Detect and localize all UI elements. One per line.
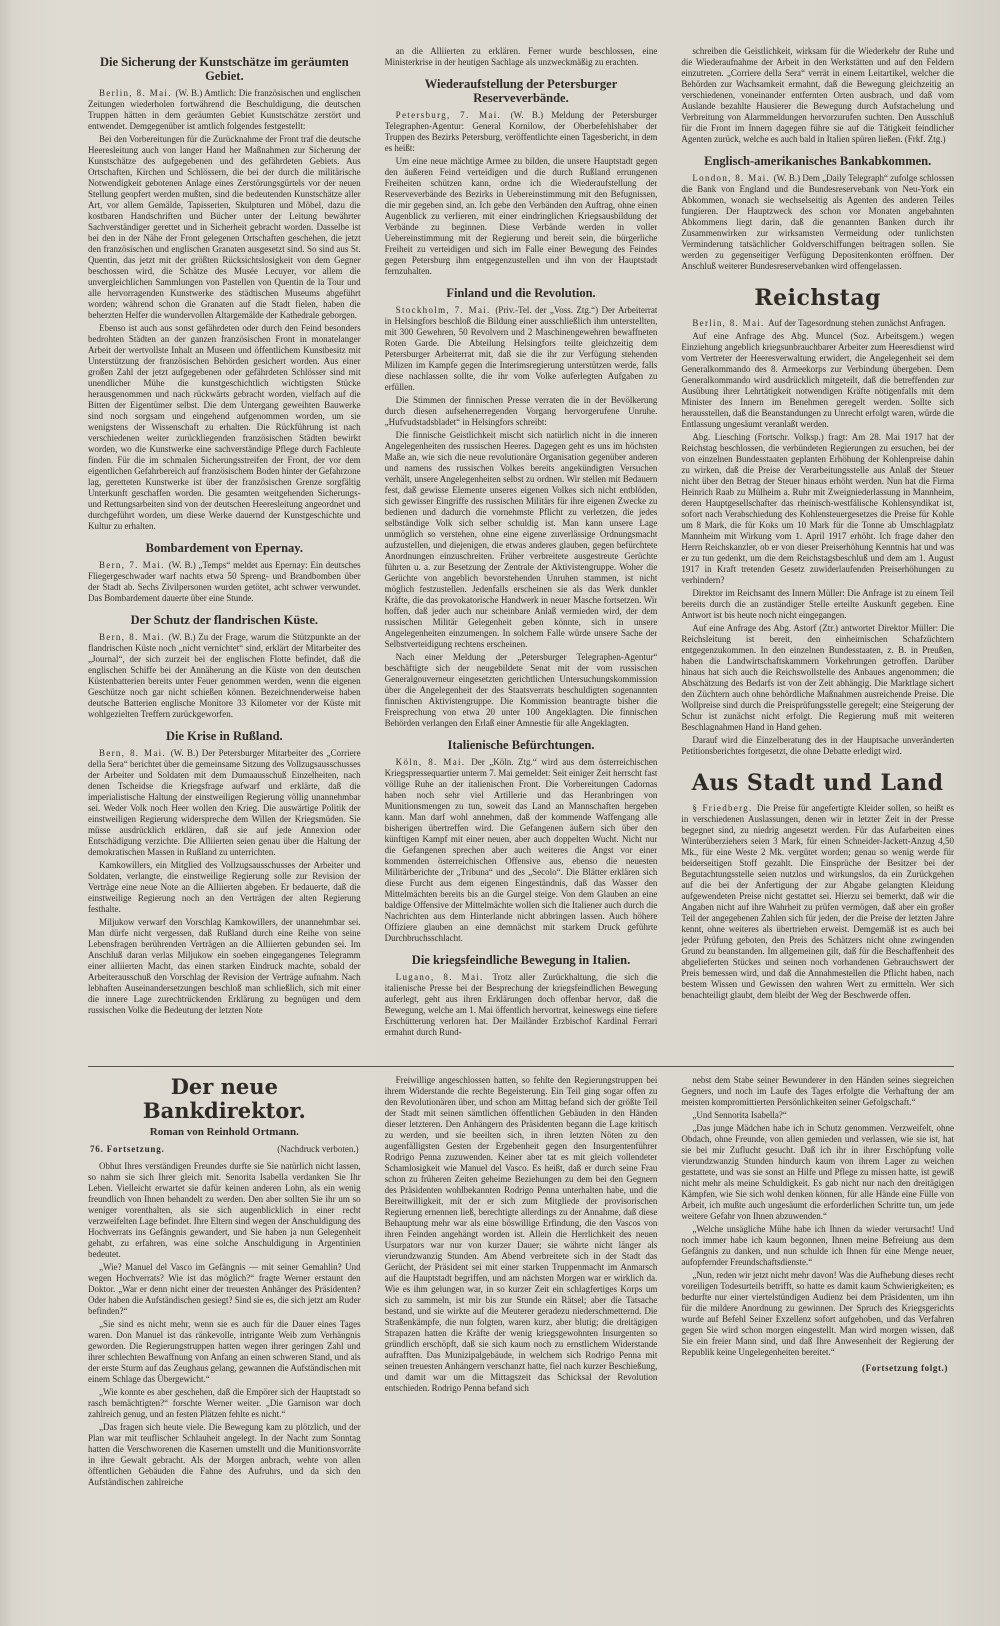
article-paragraph: § Friedberg. Die Preise für angefertigte Kleider sollen, so heißt es in verschiedenen Auslassungen, denen wir in letzter Zeit in der Presse begegnet sind, zu niedrig angesetzt werden. Für das Aufarbeiten eines Winterüberziehers seien 3 Mark, für einen Schneider-Jackett-Anzug 4,50 Mk., für eine Weste 2 Mk. vergütet worden; genau so wenig werde für beiderseitigen Stoff gezahlt. Die Einsprüche der Besitzer bei der Begutachtungsstelle seien nutzlos und wirkungslos, da ein Zurückgehen auf die bei der Anfertigung der zur Abgabe gelangten Kleidung aufgewendeten Preise nicht gestattet sei. Hierzu sei bemerkt, daß wir die Angaben nicht auf ihre Wahrheit zu prüfen vermögen, daß aber ein großer Teil der angegebenen Zahlen sich für jeden, der die Preise der letzten Jahre kennt, ohne weiteres als übertrieben erweist. Demgemäß ist es auch bei jeder Prüfung geboten, den Preis des Schätzers nicht ohne zwingenden Grund zu beanstanden. Im allgemeinen gilt, daß für die Beschaffenheit des abgelieferten Stückes und seinen noch vorhandenen Gebrauchswert der Preis bemessen wird, und daß die Annahmestellen die Pflicht haben, nach bestem Wissen und Gewissen den wahren Wert zu ermitteln. Wer sich benachteiligt glaubt, dem bleibt der Weg der Beschwerde offen. <box>681 803 954 1000</box>
novel-paragraph: „Und Sennorita Isabella?“ <box>692 1110 787 1120</box>
article-paragraph: London, 8. Mai. (W. B.) Dem „Daily Telegraph“ zufolge schlossen die Bank von England und die Bundesreservebank von Neu-York ein Abkommen, wonach sie wechselseitig als Agenten des anderen Teiles fungieren. Der Hauptzweck des schon vor Monaten angebahnten Abkommens liegt darin, daß die genannten Banken durch ihr Zusammenwirken zur wirksamsten Vermeidung oder tunlichsten Verminderung tatsächlicher Goldverschiffungen beitragen sollen. Sie werden zu gegenseitiger Verfügung Depositenkonten eröffnen. Der Anschluß weiterer Bundesreservebanken wird offengelassen. <box>681 173 954 271</box>
article-headline: Die Krise in Rußland. <box>165 729 283 743</box>
article-paragraph: Bern, 8. Mai. (W. B.) Der Petersburger Mitarbeiter des „Corriere della Sera“ berichtet über die gemeinsame Sitzung des Vollzugsausschusses der Arbeiter und Soldaten mit dem Dumaausschuß Einzelheiten, nach denen Tscheidse die Kriegsfrage aufwarf und erklärte, daß die imperialistische Haltung der einstweiligen Regierung völlig unannehmbar sei. Weder Volk noch Heer wollen den Krieg. Die auswärtige Politik der einstweiligen Regierung widerspreche dem Willen der Kriegsmüden. Sie müsse ausdrücklich erklären, daß sie auf jede Annexion oder Entschädigung verzichte. Die Alliierten seien genau über die Haltung der demokratischen Massen in Rußland zu unterrichten. <box>88 748 361 857</box>
article-paragraph: Nach einer Meldung der „Petersburger Telegraphen-Agentur“ beschäftigte sich der neugebildete Senat mit der vom russischen Generalgouverneur eingesetzten gerichtlichen Untersuchungskommission über die Angelegenheit der des Staatsverrats beschuldigten sogenannten finnischen Aktivistengruppe. Die Kommission beantragte bisher die Freisprechung von etwa 20 unter 100 Angeklagten. Die finnischen Behörden verlangen den Erlaß einer Amnestie für alle Angeklagten. <box>384 652 658 728</box>
article-paragraph: Berlin, 8. Mai. Auf der Tagesordnung stehen zunächst Anfragen. <box>692 318 946 328</box>
news-column-1 <box>88 46 361 1056</box>
novel-paragraph: „Nun, reden wir jetzt nicht mehr davon! Was die Aufhebung dieses recht voreiligen Todesurteils betrifft, so hatte es damit kaum Schwierigkeiten; es bedurfte nur einer viertelstündigen Audienz bei dem Präsidenten, um ihn für die mildere Anordnung zu gewinnen. Der Spruch des Kriegsgerichts wurde auf Befehl Seiner Exzellenz sofort aufgehoben, und das Verfahren gegen Sie wird schon morgen eingestellt. Man wird morgen wissen, daß Sie ein freier Mann sind, und daß Ihre Anwesenheit der Regierung der Republik keine Ungelegenheiten bereitet.“ <box>681 1270 954 1357</box>
article-paragraph: an die Alliierten zu erklären. Ferner wurde beschlossen, eine Ministerkrise in der heutigen Sachlage als unzweckmäßig zu erachten. <box>384 46 658 67</box>
novel-copyright-notice: (Nachdruck verboten.) <box>277 1144 359 1154</box>
novel-paragraph: „Das fragen sich heute viele. Die Bewegung kam zu plötzlich, und der Plan war mit teuflischer Schlauheit angelegt. In der Nacht zum Sonntag hatten die Verschworenen die Kasernen umstellt und die Munitionsvorräte in ihre Gewalt gebracht. Als der Morgen anbrach, wehte von allen öffentlichen Gebäuden die Fahne des Aufruhrs, und da sich den Aufständischen zahlreiche <box>88 1422 361 1487</box>
novel-installment: 76. Fortsetzung. <box>90 1144 165 1154</box>
novel-title: Der neue Bankdirektor. <box>142 1075 306 1123</box>
article-paragraph: Stockholm, 7. Mai. (Priv.-Tel. der „Voss. Ztg.“) Der Arbeiterrat in Helsingfors beschloß die Bildung einer ausschließlich ihm unterstellten, mit 300 Gewehren, 50 Revolvern und 2 Maschinengewehren bewaffneten Roten Garde. Die Abteilung Helsingfors teilte gleichzeitig dem Petersburger Arbeiterrat mit, daß sie die ihr zur Verfügung stehenden Milizen im Kampfe gegen die Interimsregierung unterstützen werde, falls diese nachlassen sollte, die ihr vom Volke auferlegten Aufgaben zu erfüllen. <box>384 305 658 392</box>
dateline: Bern, 8. Mai. <box>99 748 171 758</box>
article-paragraph: Die finnische Geistlichkeit mischt sich natürlich nicht in die inneren Angelegenheiten des russischen Heeres. Dagegen geht es uns im höchsten Maße an, wie sich die neue revolutionäre Organisation gegenüber anderen und namens des russischen Volkes bereits angekündigten Versuchen verhält, unsere Angelegenheiten selbst zu ordnen. Wir stellen mit Bedauern fest, daß gewisse Elemente unseres eigenen Volkes sich nicht entblöden, sich gewisser Eingriffe des russischen Militärs für ihre eigenen Zwecke zu bedienen und dadurch die vornehmste Pflicht zu verletzen, die jedes selbständige Volk sich selber schuldig ist. Man kann unsere Lage unmöglich so verstehen, ohne eine eigene zuverlässige Ordnungsmacht aufzustellen, und diejenigen, die etwas anderes glauben, gegen befürchtete Anordnungen einzuschreiten. Früher verbreitete ausgestreute Gerüchte führten u. a. zur Besetzung der Zentrale der Aktivistengruppe. Woher die Gerüchte von angeblich bevorstehenden Unruhen stammen, ist nicht möglich festzustellen. Jedenfalls erscheinen sie als das Werk dunkler Kräfte, die das provokatorische Handwerk in neuer Masche fortsetzen. Wir hoffen, daß jeder auch nur scheinbare Anlaß vermieden wird, der dem russischen Militär Gelegenheit geben könnte, sich in unsere Angelegenheiten einzumengen. In solchem Falle würde unsere Sache der Selbstverteidigung rechtens erscheinen. <box>384 430 658 649</box>
article-headline: Finland und die Revolution. <box>446 286 596 300</box>
novel-paragraph: „Wie konnte es aber geschehen, daß die Empörer sich der Hauptstadt so rasch bemächtigten?“ forschte Werner weiter. „Die Garnison war doch zahlreich genug, und an festen Plätzen fehlte es nicht.“ <box>88 1387 361 1419</box>
article-paragraph: Bern, 7. Mai. (W. B.) „Temps“ meldet aus Epernay: Ein deutsches Fliegergeschwader warf nachts etwa 50 Spreng- und Brandbomben über der Stadt ab. Sechs Zivilpersonen wurden getötet, acht schwer verwundet. Das Bombardement dauerte über eine Stunde. <box>88 560 361 603</box>
article-paragraph: Direktor im Reichsamt des Innern Müller: Die Anfrage ist zu einem Teil bereits durch die an zuständiger Stelle erteilte Auskunft gegeben. Eine Antwort ist bis heute noch nicht eingegangen. <box>681 588 954 620</box>
news-column-3 <box>681 46 954 1056</box>
article-headline: Die kriegsfeindliche Bewegung in Italien. <box>411 953 631 967</box>
dateline: Lugano, 8. Mai. <box>395 972 493 982</box>
article-paragraph: Ebenso ist auch aus sonst gefährdeten oder durch den Feind besonders bedrohten Städten an der ganzen französischen Front in monatelanger Arbeit der wertvollste Inhalt an Museen und öffentlichem Kunstbesitz mit Unterstützung der französischen Behörden gesichert worden. Aus einer großen Zahl der jetzt aufgegebenen oder gefährdeten Schlösser sind mit unendlicher Mühe die kunstgeschichtlich wichtigsten Stücke herausgenommen und nach rückwärts gebracht worden, vielfach auf die Bitten der Eigentümer selbst. Die dem Untergang geweihten Bauwerke sind noch sorgsam und eingehend aufgenommen worden, um sie wenigstens der Wissenschaft zu erhalten. Die Rückführung ist nach verschiedenen weiter zurückliegenden französischen Städten bewirkt worden, wo die Kunstwerke eine sachverständige Pflege durch Fachleute finden. Für die im schmalen Sicherungsstreifen der Front, der vor dem eigentlichen Gefahrbereich auf französischem Boden hinter der Gefahrzone lag, geretteten Kunstwerke ist über der französischen Grenze sorgfältig Unterkunft geschaffen worden. Die gesamten weitgehenden Sicherungs- und Rettungsarbeiten sind von der deutschen Heeresleitung angeordnet und durchgeführt worden, um diese Werke dauernd der Kunstgeschichte und Kultur zu erhalten. <box>88 323 361 531</box>
article-headline: Bombardement von Epernay. <box>145 541 303 555</box>
dateline: London, 8. Mai. <box>692 173 774 183</box>
novel-paragraph: „Welche unsägliche Mühe habe ich Ihnen da wieder verursacht! Und noch immer habe ich kaum begonnen, Ihnen meine Befreiung aus dem Gefängnis zu danken, und nun schulde ich Ihnen für eine Menge neuer, aufopfernder Freundschaftsdienste.“ <box>681 1224 954 1267</box>
article-paragraph: Abg. Liesching (Fortschr. Volksp.) fragt: Am 28. Mai 1917 hat der Reichstag beschlossen, die verbündeten Regierungen zu ersuchen, bei der von einzelnen Bundesstaaten geplanten Erhöhung der Kohlenpreise dahin zu wirken, daß die Preise der Verarbeitungsstelle aus Anlaß der Steuer nicht über den Betrag der Steuer hinaus erhöht werden. Nun hat die Firma Heinrich Raab zu Mülheim a. Ruhr mit Zweigniederlassung in Mannheim, deren Hauptgesellschafter das rheinisch-westfälische Kohlensyndikat ist, sofort nach Verabschiedung des Kohlensteuergesetzes die Preise für Kohle um 8 Mark, die für Koks um 10 Mark für die Tonne ab Umschlagplatz Mannheim mit Wirkung vom 1. April 1917 erhöht. Ich frage daher den Herrn Reichskanzler, ob er von dieser Preiserhöhung Kenntnis hat und was er zu tun gedenkt, um die dem Reichstagsbeschluß und dem am 1. August 1917 in Kraft tretenden Gesetz zuwiderlaufenden Preiserhöhungen zu verhindern? <box>681 432 954 585</box>
article-paragraph: Köln, 8. Mai. Der „Köln. Ztg.“ wird aus dem österreichischen Kriegspressequartier unterm 7. Mai gemeldet: Seit einiger Zeit herrscht fast völlige Ruhe an der italienischen Front. Die Vorbereitungen Cadornas haben noch sehr viel Artillerie und das Heranbringen von Munitionsmengen zu tun, soweit das Land an Mannschaften hergeben kann. Man darf wohl annehmen, daß der kommende Waffengang alle bisherigen übertreffen wird. Die Gefangenen äußern sich über den künftigen Kampf mit einer neuen, aber auch doppelten Wucht. Nicht nur die Gefangenen sprechen aber auch weiteres die Angst vor einer kommenden österreichischen Offensive aus, ebenso die neuesten Militärberichte der „Tribuna“ und des „Secolo“. Die Blätter erklären sich diese Furcht aus dem eigenen Eingeständnis, daß das Wasser den Mittelmächten bereits bis an die Gurgel steige. Von dem Glauben an eine baldige Offensive der Mittelmächte wollen sich die Italiener auch durch die Nachrichten aus dem Hinterlande nicht abbringen lassen. Auch höhere Offiziere glauben an eine demnächst mit starkem Druck geführte Durchbruchsschlacht. <box>384 757 658 943</box>
novel-paragraph: Freiwillige angeschlossen hatten, so fehlte den Regierungstruppen bei ihrem Widerstande die rechte Begeisterung. Ein Teil ging sogar offen zu den Revolutionären über, und schon am Mittag befand sich der größte Teil der Stadt mit seinen sämtlichen öffentlichen Gebäuden in den Händen dieser letzteren. Den Anhängern des Präsidenten begann die Lage kritisch zu werden, und sie beeilten sich, in ihren letzten Nöten zu den augenfälligsten Gesten der Ergebenheit gegen den Insurgentenführer Rodrigo Penna zuzuwenden. Keiner aber tat es mit gleich vollendeter Schamlosigkeit wie Manuel del Vasco. Es heißt, daß er durch seine Frau schon zu früheren Zeiten geheime Beziehungen zu dem bei den Gegnern des Präsidenten wohlbekannten Rodrigo Penna unterhalten habe, und die Bereitwilligkeit, mit der er sich zum Mitgliede der provisorischen Regierung ernennen ließ, berechtigte allerdings zu der Annahme, daß diese Behauptung mehr war als eine böswillige Erfindung, die den Vascos von ihren Feinden angehängt worden ist. Allein die Herrlichkeit des neuen Usurpators war nur von kurzer Dauer; sie währte nicht länger als vierundzwanzig Stunden. Am Abend verbreitete sich in der Stadt das Gerücht, der Präsident sei mit einer starken Truppenmacht im Anmarsch auf die Hauptstadt begriffen, und am nächsten Morgen war er wirklich da. Wie es ihm gelungen war, in so kurzer Zeit ein schlagfertiges Korps um sich zu sammeln, ist mir bis zur Stunde ein Rätsel; aber die Tatsache bestand, und sie wirkte auf die Meuterer geradezu niederschmetternd. Die Straßenkämpfe, die nun folgten, waren kurz, aber blutig; die dreitägigen Strapazen hatten die Kräfte der wenig kriegsgewohnten Insurgenten so gründlich erschöpft, daß sie sich kaum noch zu ernstlichem Widerstande aufrafften. Das Munizipalgebäude, in welchem sich Rodrigo Penna mit seinen treuesten Anhängern verschanzt hatte, fiel nach kurzer Beschießung, und damit war um die Mittagszeit das Schicksal der Revolution entschieden. Rodrigo Penna befand sich <box>384 1075 658 1393</box>
article-paragraph: Bei den Vorbereitungen für die Zurücknahme der Front traf die deutsche Heeresleitung auch von langer Hand her Maßnahmen zur Sicherung der Kunstschätze des aufgegebenen und des gefährdeten Gebiets. Aus Ortschaften, Kirchen und Schlössern, die bei der durch die militärische Notwendigkeit gebotenen Anlage eines Zerstörungsgürtels vor der neuen Stellung geopfert werden mußten, sind die bedeutenden Kunstschätze aller Art, vor allem Gemälde, Tapisserien, Skulpturen und Möbel, dazu die kostbaren Handschriften und Bücher unter der Leitung bewährter Sachverständiger gerettet und in Sicherheit gebracht worden. Dasselbe ist bei den in der Nähe der Front gelegenen Ortschaften geschehen, die jetzt den französischen und englischen Granaten ausgesetzt sind. So sind aus St. Quentin, das jetzt mit der größten Rücksichtslosigkeit von dem Gegner beschossen wird, die Schätze des Musée Lecuyer, vor allem die unvergleichlichen Sammlungen von Pastellen von Quentin de la Tour und alle hervorragenden Kunstwerke des städtischen Museums abgeführt worden; während schon die Granaten auf die Stadt fielen, haben die beherzten Helfer die wundervollen Altargemälde der Kathedrale geborgen. <box>88 134 361 320</box>
article-headline: Italienische Befürchtungen. <box>447 738 595 752</box>
dateline: Berlin, 8. Mai. <box>692 318 769 328</box>
article-paragraph: Die Stimmen der finnischen Presse verraten die in der Bevölkerung durch diesen aufsehenerregenden Vorgang hervorgerufene Unruhe. „Hufvudstadsbladet“ in Helsingfors schreibt: <box>384 395 658 427</box>
feuilleton-divider <box>88 1066 954 1067</box>
article-paragraph: Auf eine Anfrage des Abg. Muncel (Soz. Arbeitsgem.) wegen Einziehung angeblich kriegsunbrauchbarer Arbeiter zum Heeresdienst wird vom Vertreter der Heeresverwaltung erwidert, die Angelegenheit sei dem Generalkommando des 8. Armeekorps zur Verbindung übergeben. Dem Generalkommando wird ausdrücklich mitgeteilt, daß die betreffenden zur Ausübung ihrer Lehrtätigkeit notwendigen Kräfte nötigenfalls mit dem Minister des Innern im Benehmen geregelt werden. Sollte sich herausstellen, daß die Beanstandungen zu Unrecht erfolgt waren, würde die Entlassung ungesäumt veranlaßt werden. <box>681 331 954 429</box>
feuilleton-column-3 <box>681 1075 954 1580</box>
article-paragraph: Darauf wird die Einzelberatung des in der Hauptsache unveränderten Petitionsberichtes fortgesetzt, die ohne Debatte erledigt wird. <box>681 735 954 756</box>
dateline: Köln, 8. Mai. <box>395 757 472 767</box>
feuilleton-section <box>88 1075 954 1580</box>
novel-paragraph: Obhut Ihres verständigen Freundes durfte sie Sie natürlich nicht lassen, so nahm sie sich Ihrer gleich mit. Senorita Isabella verdanken Sie Ihr Leben. Vielleicht erwartet sie dafür keinen anderen Lohn, als ein wenig freundlich von Ihnen behandelt zu werden. Den aber sollten Sie ihr um so weniger vorenthalten, als sie sich augenblicklich in einer recht verzweifelten Lage befindet. Ihre Eltern sind wegen der Anschuldigung des Hochverrats ins Gefängnis gewandert, und Sie haben ja nun Gelegenheit gehabt, zu erfahren, was eine solche Anschuldigung in Argentinien bedeutet. <box>88 1161 361 1259</box>
dateline: Bern, 8. Mai. <box>99 632 169 642</box>
continuation-notice: (Fortsetzung folgt.) <box>862 1363 949 1373</box>
article-paragraph: Miljukow verwarf den Vorschlag Kamkowillers, der unannehmbar sei. Man dürfe nicht vergessen, daß Rußland durch eine Reihe von seine Lebensfragen berührenden Verträgen an die Alliierten gebunden sei. Im Anschluß daran verlas Miljukow ein soeben eingegangenes Telegramm einer alliierten Macht, das einen starken Eindruck machte, sobald der Arbeiterausschuß den Vorschlag der Revision der Verträge aufnahm. Nach lebhaften Auseinandersetzungen beschloß man schließlich, sich mit einer die innere Lage zurechtrückenden Erklärung zu begnügen und dem russischen Volke die Bedeutung der letzten Note <box>88 917 361 1015</box>
article-headline: Der Schutz der flandrischen Küste. <box>130 613 319 627</box>
news-section <box>88 46 954 1056</box>
dateline: Stockholm, 7. Mai. <box>395 305 496 315</box>
article-paragraph: Um eine neue mächtige Armee zu bilden, die unsere Hauptstadt gegen den äußeren Feind verteidigen und die durch Rußland errungenen Freiheiten schützen kann, ordne ich die Wiederaufstellung der Reserveverbände des Bezirks in Uebereinstimmung mit den Befugnissen, die mir gegeben sind, an. Ich gebe den Verbänden den Auftrag, ohne einen Augenblick zu verlieren, mit einer eindringlichen Kriegsausbildung der Verbände zu beginnen. Diese Verbände werden in voller Uebereinstimmung mit der Regierung und bereit sein, die bürgerliche Freiheit zu verteidigen und sich im Falle einer Bewegung des Feindes gegen Petersburg ihm entgegenzustellen und ihn von der Hauptstadt fernzuhalten. <box>384 156 658 276</box>
article-headline: Reichstag <box>754 285 882 311</box>
article-paragraph: Kamkowillers, ein Mitglied des Vollzugsausschusses der Arbeiter und Soldaten, verlangte, die einstweilige Regierung solle zur Revision der Verträge eine neue Note an die Alliierten abgeben. Er bedauerte, daß die einstweilige Regierung noch an den Verträgen der alten Regierung festhalte. <box>88 860 361 914</box>
article-paragraph: Lugano, 8. Mai. Trotz aller Zurückhaltung, die sich die italienische Presse bei der Besprechung der kriegsfeindlichen Bewegung auferlegt, geht aus ihren Erklärungen doch offenbar hervor, daß die Bewegung, welche am 1. Mai öffentlich hervortrat, keineswegs eine tiefere Erschütterung verloren hat. Der Mailänder Erzbischof Kardinal Ferrari ermahnt durch Rund- <box>384 972 658 1037</box>
feuilleton-column-1 <box>88 1075 361 1580</box>
dateline: § Friedberg. <box>692 803 757 813</box>
article-headline: Aus Stadt und Land <box>691 770 944 796</box>
article-paragraph: Bern, 8. Mai. (W. B.) Zu der Frage, warum die Stützpunkte an der flandrischen Küste noch „nicht vernichtet“ sind, erklärt der Mitarbeiter des „Journal“, der sich zurzeit bei der englischen Flotte befindet, daß die englischen Schiffe bei der Annäherung an die Küste von den deutschen Küstenbatterien bereits unter Feuer genommen werden, wenn die eigenen Geschütze noch gar nicht schießen können. Bezeichnenderweise haben deutsche Batterien englische Monitore 33 Kilometer vor der Küste mit wohlgezielten Treffern zurückgeworfen. <box>88 632 361 719</box>
article-paragraph: Auf eine Anfrage des Abg. Astorf (Ztr.) antwortet Direktor Müller: Die Reichsleitung ist bereit, den einheimischen Schafzüchtern entgegenzukommen. In den einzelnen Bundesstaaten, z. B. in Preußen, haben die Landwirtschaftskammern Vorkehrungen getroffen. Darüber hinaus hat sich auch die Reichswollstelle des Anbaues angenommen; die Abschätzung des Bedarfs ist von der Zeit abhängig. Die Marktlage sichert den Züchtern auch ohne behördliche Maßnahmen ausreichende Preise. Die Wollpreise sind durch die Preisprüfungsstelle geregelt; eine Steigerung der Schur ist zunächst nicht erfolgt. Die Regierung muß mit weiteren Beschlagnahmen Hand in Hand gehen. <box>681 623 954 732</box>
novel-paragraph: nebst dem Stabe seiner Bewunderer in den Händen seines siegreichen Gegners, und noch im Laufe des Tages erfolgte die Verhaftung der am meisten kompromittierten Persönlichkeiten seiner Gefolgschaft.“ <box>681 1075 954 1107</box>
dateline: Berlin, 8. Mai. <box>99 88 176 98</box>
novel-text-column-3 <box>681 1075 954 1358</box>
feuilleton-column-2 <box>385 1075 658 1580</box>
feuilleton-header <box>88 1075 361 1155</box>
novel-text-column-2 <box>385 1075 658 1394</box>
article-paragraph: Berlin, 8. Mai. (W. B.) Amtlich: Die französischen und englischen Zeitungen wiederholen fortwährend die Beschuldigung, die deutschen Truppen hätten in dem geräumten Gebiet Kunstschätze zerstört und entwendet. Demgegenüber ist amtlich folgendes festgestellt: <box>88 88 361 131</box>
article-headline: Die Sicherung der Kunstschätze im geräumten Gebiet. <box>99 55 349 83</box>
dateline: Petersburg, 7. Mai. <box>395 110 511 120</box>
article-paragraph: Petersburg, 7. Mai. (W. B.) Meldung der Petersburger Telegraphen-Agentur: General Kornilow, der Oberbefehlshaber der Truppen des Bezirks Petersburg, veröffentlichte einen Tagesbericht, in dem es heißt: <box>384 110 658 153</box>
news-column-2 <box>385 46 658 1056</box>
novel-paragraph: „Sie sind es nicht mehr, wenn sie es auch für die Dauer eines Tages waren. Don Manuel ist das ränkevolle, intrigante Weib zum Verhängnis geworden. Die Regierungstruppen hatten wegen ihrer geringen Zahl und ihrer schlechten Bewaffnung von Anfang an einen schweren Stand, und als der erste Sturm auf das Zeughaus gelang, gewannen die Aufständischen mit einem Schlage das Übergewicht.“ <box>88 1319 361 1384</box>
novel-byline: Roman von Reinhold Ortmann. <box>149 1126 299 1138</box>
novel-paragraph: „Das junge Mädchen habe ich in Schutz genommen. Verzweifelt, ohne Obdach, ohne Freunde, von allen gemieden und verlassen, wie sie ist, hat sie bei mir Zuflucht gesucht. Daß ich ihr in ihrer Erschöpfung volle vierundzwanzig Stunden hindurch kaum von ihrem Lager zu weichen gestattete, und was sie sonst an Hilfe und Pflege zu missen hatte, ist gewiß nicht mehr als meine Schuldigkeit. Es gab nicht nur nach den dreitägigen Kämpfen, wie Sie sich wohl denken können, für alle Hände eine Fülle von Arbeit, ich mußte auch ungesäumt die erforderlichen Schritte tun, um jede weitere Gefahr von Ihnen abzuwenden.“ <box>681 1123 954 1221</box>
article-paragraph: schreiben die Geistlichkeit, wirksam für die Wiederkehr der Ruhe und die Wiederaufnahme der Arbeit in den Werkstätten und auf den Feldern einzutreten. „Corriere della Sera“ verrät in einem Leitartikel, welcher die Behörden zur Wachsamkeit ermahnt, daß die Bewegung gleichzeitig an verschiedenen, voneinander entfernten Orten ausbrach, und daß vom Auslande bezahlte Hausierer die Bewegung durch Aufstachelung und Verbreitung von Alarmmeldungen hervorzurufen suchten. Den Ausschluß für die Front im Innern dagegen führe sie auf die Tätigkeit feindlicher Agenten zurück, welche es auch bald in Italien spüren ließen. (Frkf. Ztg.) <box>681 46 954 144</box>
dateline: Bern, 7. Mai. <box>99 560 169 570</box>
article-headline: Englisch-amerikanisches Bankabkommen. <box>704 154 932 168</box>
novel-paragraph: „Wie? Manuel del Vasco im Gefängnis — mit seiner Gemahlin? Und wegen Hochverrats? Wie ist das möglich?“ fragte Werner erstaunt den Doktor. „War er denn nicht einer der treuesten Anhänger des Präsidenten? Oder haben die Aufständischen gesiegt? Sind sie es, die sich jetzt am Ruder befinden?“ <box>88 1262 361 1316</box>
article-headline: Wiederaufstellung der Petersburger Reserveverbände. <box>424 77 618 105</box>
novel-text-column-1 <box>88 1161 361 1488</box>
